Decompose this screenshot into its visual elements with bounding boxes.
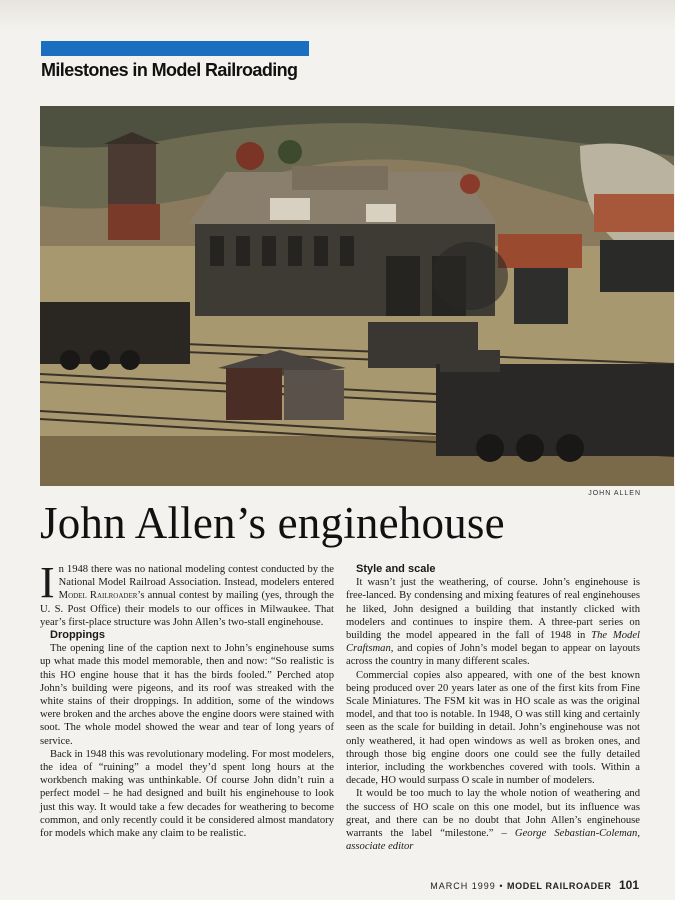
craftsman-title: The Model Craftsman, [346, 630, 640, 655]
folio-separator: • [499, 881, 504, 891]
style-paragraph-1 [346, 576, 640, 668]
page-number: 101 [618, 878, 639, 892]
section-kicker: Milestones in Model Railroading [41, 60, 298, 80]
column-right [346, 563, 640, 853]
style-p1-text-2: and copies of John’s model began to appear on layouts across the country in many different scales. [346, 643, 640, 668]
style-p3-text: It would be too much to lay the whole notion of weathering and the success of HO scale on this one model, but its influence was great, and there can be no doubt that John Allen’s enginehouse warrants the label “milestone.” [346, 788, 640, 840]
heading-droppings: Droppings [50, 629, 105, 642]
intro-paragraph [40, 558, 334, 629]
page-folio [430, 878, 639, 892]
style-paragraph-2: Commercial copies also appeared, with one of the best known being produced over 20 years later as one of the first kits from Fine Scale Miniatures. The FSM kit was in HO scale as was the original model, and that too is notable. In 1948, O was still king and certainly seen as the scale for building in detail. John’s enginehouse was not only weathered, it had open windows as well as broken ones, and through those big engine doors one could see the fully detailed interior, including the workbenches covered with tools. Within a decade, HO would surpass O scale in number of modelers. [346, 669, 640, 787]
drop-cap: I [40, 558, 55, 607]
photo-credit: JOHN ALLEN [588, 490, 641, 497]
top-bleed [0, 0, 675, 30]
intro-text-1: n 1948 there was no national modeling contest conducted by the National Model Railroad Association. Instead, modelers entered [58, 564, 334, 589]
droppings-paragraph-2: Back in 1948 this was revolutionary modeling. For most modelers, the idea of “ruining” a model they’d spent long hours at the workbench making was unthinkable. Of course John didn’t ruin a perfect model – he had designed and built his enginehouse to look just this way. It would take a few decades for weathering to become common, and only recently could it be considered almost mandatory for models which make any claim to be realistic. [40, 748, 334, 840]
folio-magazine: MODEL RAILROADER [507, 881, 612, 891]
author-signature: – George Sebastian-Coleman, associate editor [346, 828, 640, 853]
style-paragraph-3 [346, 787, 640, 853]
intro-text-2: ’s annual contest by mailing (yes, through the U. S. Post Office) their models to our offices in Milwaukee. That year’s first-place structure was John Allen’s two-stall enginehouse. [40, 590, 334, 628]
enginehouse-photo [40, 106, 674, 486]
article-headline: John Allen’s enginehouse [40, 498, 505, 548]
column-left [40, 558, 334, 840]
magazine-name: Model Railroader [58, 590, 138, 602]
issue-date: MARCH 1999 [430, 881, 496, 891]
droppings-paragraph-1: The opening line of the caption next to John’s enginehouse sums up what made this model memorable, then and now: “So realistic is this HO engine house that it has the birds fooled.” Perched atop John’s building were pigeons, and its roof was streaked with the white stains of their droppings. In addition, some of the windows were broken and the arches above the engine doors were stained with soot. The whole model showed the wear and tear of long years of service. [40, 643, 334, 747]
heading-style-and-scale: Style and scale [356, 563, 436, 575]
style-p1-text-1: It wasn’t just the weathering, of course. John’s enginehouse is free-lanced. By condensing and mixing features of real enginehouses he liked, John designed a building that instantly clicked with modelers and continues to inspire them. A three-part series on building the model appeared in the fall of 1948 in [346, 577, 640, 642]
kicker-color-bar [41, 41, 309, 56]
